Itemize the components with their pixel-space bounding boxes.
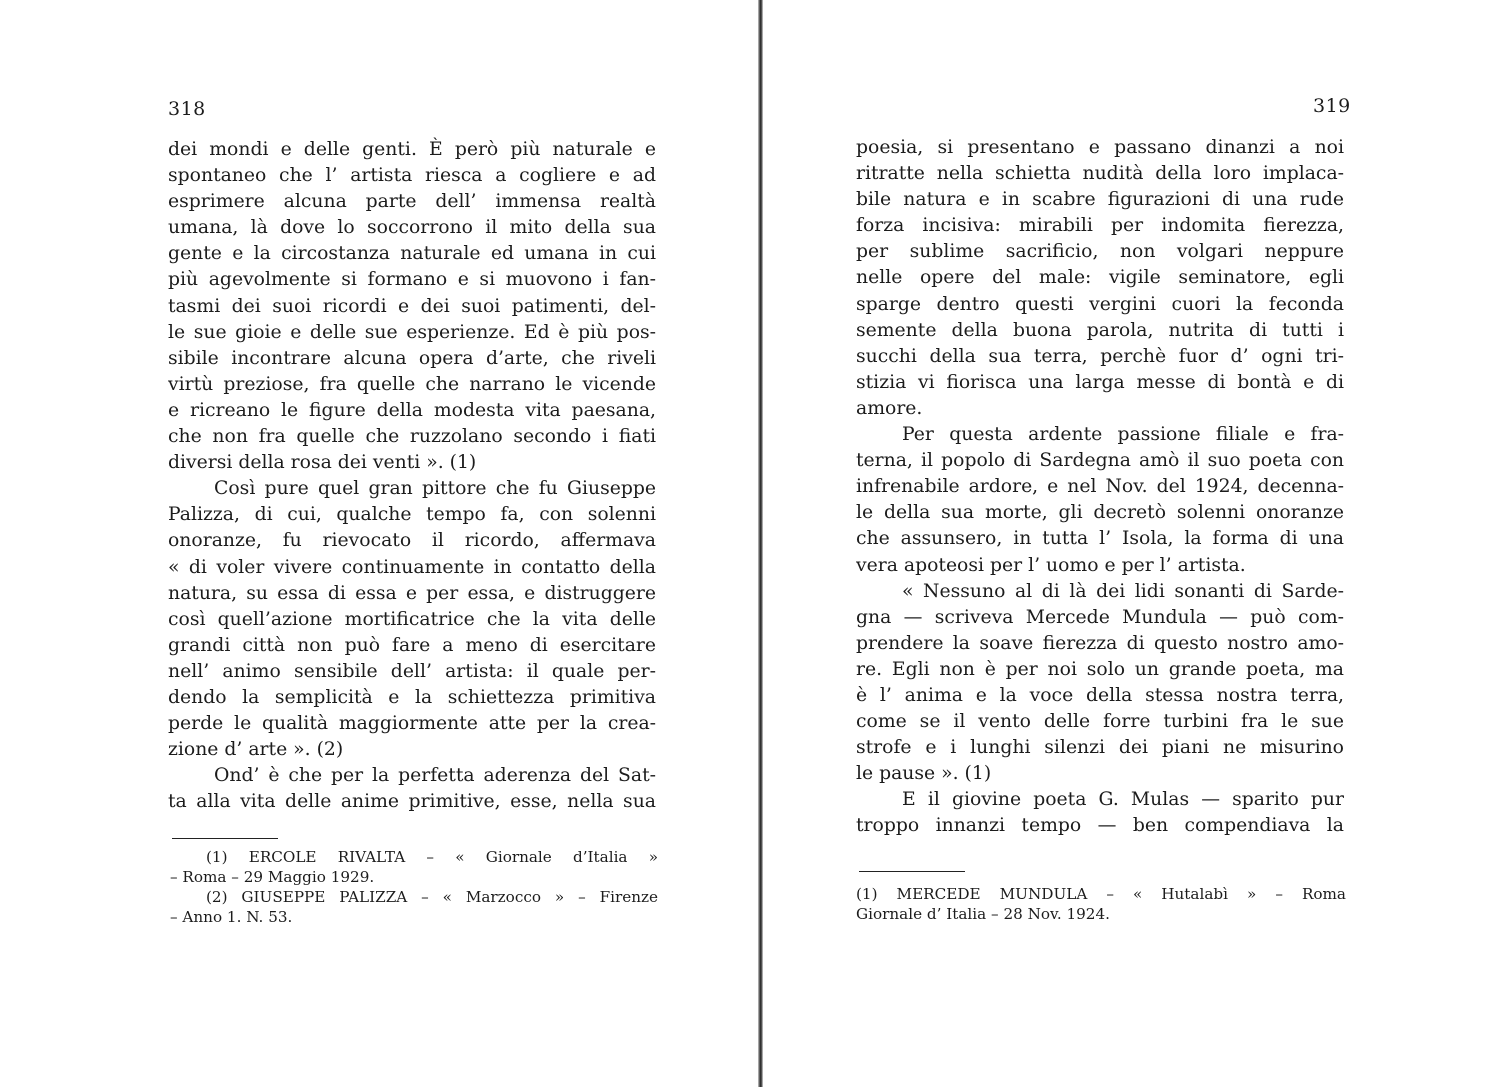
- text-line: Palizza, di cui, qualche tempo fa, con solenni: [168, 504, 656, 526]
- text-line: Per questa ardente passione filiale e fra-: [902, 424, 1344, 446]
- text-line: succhi della sua terra, perchè fuor d’ ogni tri-: [856, 345, 1344, 367]
- body-text: [856, 135, 1344, 840]
- text-line: virtù preziose, fra quelle che narrano le vicende: [168, 373, 656, 395]
- text-line: così quell’azione mortificatrice che la vita delle: [168, 608, 656, 630]
- text-line: ritratte nella schietta nudità della loro implaca-: [856, 163, 1344, 185]
- text-line: terna, il popolo di Sardegna amò il suo poeta con: [856, 450, 1344, 472]
- right-page: [763, 0, 1500, 1087]
- text-line: spontaneo che l’ artista riesca a cogliere e ad: [168, 165, 656, 187]
- text-line: infrenabile ardore, e nel Nov. del 1924, decenna-: [856, 476, 1344, 498]
- text-line: « Nessuno al di là dei lidi sonanti di Sarde-: [902, 580, 1344, 602]
- footnote-line: (2) GIUSEPPE PALIZZA – « Marzocco » – Firenze: [206, 888, 658, 906]
- text-line: che non fra quelle che ruzzolano secondo i fiati: [168, 426, 656, 448]
- text-line: e ricreano le figure della modesta vita paesana,: [168, 399, 656, 421]
- text-line: poesia, si presentano e passano dinanzi a noi: [856, 137, 1344, 158]
- text-line: nelle opere del male: vigile seminatore, egli: [856, 267, 1344, 289]
- text-line: umana, là dove lo soccorrono il mito della sua: [168, 217, 656, 239]
- page-number: 318: [168, 98, 206, 120]
- text-line: stizia vi fiorisca una larga messe di bontà e di: [856, 371, 1344, 393]
- text-line: Ond’ è che per la perfetta aderenza del Sat-: [214, 765, 656, 787]
- footnote-line: (1) ERCOLE RIVALTA – « Giornale d’Italia »: [206, 848, 658, 866]
- footnote-rule: [859, 871, 965, 872]
- text-line: come se il vento delle forre turbini fra le sue: [856, 711, 1344, 733]
- text-line: che assunsero, in tutta l’ Isola, la forma di una: [856, 528, 1344, 550]
- footnote-line: Giornale d’ Italia – 28 Nov. 1924.: [856, 905, 1110, 923]
- text-line: grandi città non può fare a meno di esercitare: [168, 634, 656, 656]
- text-line: per sublime sacrificio, non volgari neppure: [856, 241, 1344, 263]
- text-line: semente della buona parola, nutrita di tutti i: [856, 319, 1344, 341]
- text-line: perde le qualità maggiormente atte per la crea-: [168, 713, 656, 735]
- text-line: sparge dentro questi vergini cuori la feconda: [856, 293, 1344, 315]
- footnotes: [856, 884, 1346, 924]
- text-line: dendo la semplicità e la schiettezza primitiva: [168, 686, 656, 708]
- text-line: « di voler vivere continuamente in contatto della: [168, 556, 656, 578]
- text-line: troppo innanzi tempo — ben compendiava la: [856, 815, 1344, 837]
- text-line: le sue gioie e delle sue esperienze. Ed è più pos-: [168, 321, 656, 343]
- text-line: amore.: [856, 397, 923, 419]
- text-line: nell’ animo sensibile dell’ artista: il quale per-: [168, 660, 656, 682]
- text-line: vera apoteosi per l’ uomo e per l’ artista.: [856, 554, 1246, 576]
- text-line: è l’ anima e la voce della stessa nostra terra,: [856, 684, 1344, 706]
- text-line: natura, su essa di essa e per essa, e distruggere: [168, 582, 656, 604]
- text-line: Così pure quel gran pittore che fu Giuseppe: [214, 478, 656, 500]
- text-line: gna — scriveva Mercede Mundula — può com-: [856, 606, 1344, 628]
- text-line: più agevolmente si formano e si muovono i fan-: [168, 269, 656, 291]
- text-line: tasmi dei suoi ricordi e dei suoi patimenti, del-: [168, 295, 656, 317]
- text-line: forza incisiva: mirabili per indomita fierezza,: [856, 215, 1344, 237]
- footnotes: [170, 847, 658, 927]
- text-line: bile natura e in scabre figurazioni di una rude: [856, 189, 1344, 211]
- text-line: esprimere alcuna parte dell’ immensa realtà: [168, 191, 656, 213]
- text-line: prendere la soave fierezza di questo nostro amo-: [856, 632, 1344, 654]
- text-line: gente e la circostanza naturale ed umana in cui: [168, 243, 656, 265]
- text-line: strofe e i lunghi silenzi dei piani ne misurino: [856, 737, 1344, 759]
- footnote-line: – Anno 1. N. 53.: [170, 908, 293, 926]
- text-line: diversi della rosa dei venti ». (1): [168, 452, 477, 474]
- text-line: E il giovine poeta G. Mulas — sparito pur: [902, 789, 1344, 811]
- footnote-line: – Roma – 29 Maggio 1929.: [170, 868, 375, 886]
- text-line: ta alla vita delle anime primitive, esse, nella sua: [168, 791, 656, 813]
- text-line: le della sua morte, gli decretò solenni onoranze: [856, 502, 1344, 524]
- text-line: onoranze, fu rievocato il ricordo, affermava: [168, 530, 656, 552]
- text-line: sibile incontrare alcuna opera d’arte, che riveli: [168, 347, 656, 369]
- text-line: dei mondi e delle genti. È però più naturale e: [168, 139, 656, 160]
- text-line: re. Egli non è per noi solo un grande poeta, ma: [856, 658, 1344, 680]
- page-number: 319: [1313, 95, 1351, 117]
- text-line: zione d’ arte ». (2): [168, 739, 344, 761]
- footnote-line: (1) MERCEDE MUNDULA – « Hutalabì » – Roma: [856, 885, 1346, 903]
- body-text: [168, 137, 656, 815]
- text-line: le pause ». (1): [856, 763, 992, 785]
- footnote-rule: [172, 838, 278, 839]
